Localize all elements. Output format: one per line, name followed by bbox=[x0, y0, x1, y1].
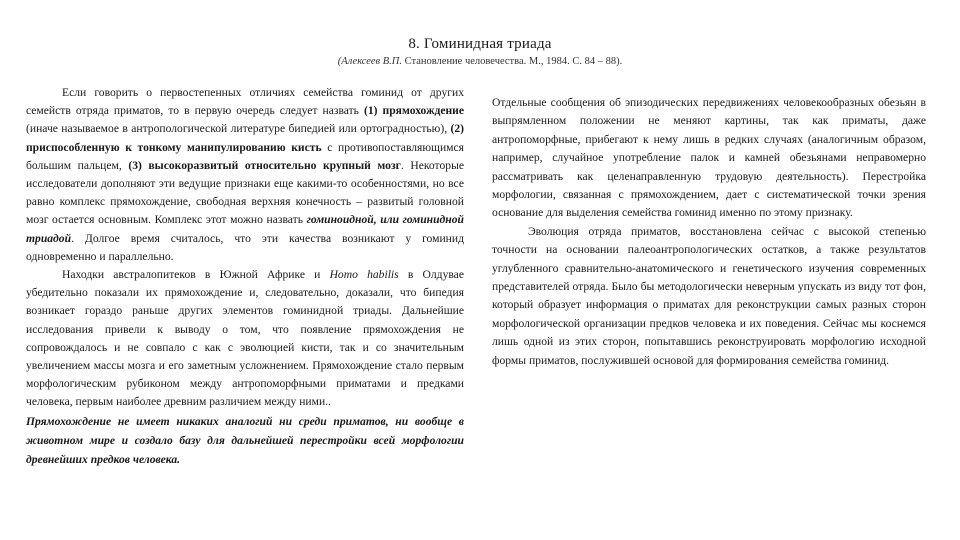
source-citation bbox=[0, 56, 960, 67]
triad-item-3: (3) высокоразвитый относительно крупный мозг bbox=[128, 158, 401, 172]
right-column bbox=[492, 94, 926, 370]
p1-seg-3: . Некоторые исследователи дополняют эти ведущие признаки еще какими-то особенностями, но все равно комплекс прямохождение, свободная верхняя конечность – развитый головной мозг остается основным. Комплекс этот можно назвать bbox=[26, 158, 465, 227]
p1-seg-2: с противопоставляющимся большим пальцем, bbox=[26, 140, 464, 172]
p2-seg-a: Находки австралопитеков в Южной Африке и bbox=[62, 268, 330, 282]
right-paragraph-1: Отдельные сообщения об эпизодических передвижениях человекообразных обезьян в выпрямленном положении не меняют картины, так как приматы, даже антропоморфные, прибегают к нему лишь в редких случаях (аналогичным образом, например, случайное употребление палок и камней обезьянами неправомерно рассматривать как целенаправленную трудовую деятельность). Перестройка морфологии, связанная с прямохождением, дает с систематической точки зрения основание для выделения семейства гоминид именно по этому признаку. bbox=[492, 96, 926, 220]
citation-authors: (Алексеев В.П. bbox=[337, 56, 402, 67]
left-paragraph-1 bbox=[26, 84, 464, 266]
triad-item-1: (1) прямохождение bbox=[364, 104, 464, 118]
page-title: 8. Гоминидная триада bbox=[408, 36, 552, 52]
p1-intro: Если говорить о первостепенных отличиях семейства гоминид от других семейств отряда приматов, то в первую очередь следует назвать bbox=[26, 86, 464, 118]
p1-seg-1: (иначе называемое в антропологической литературе бипедией или ортоградностью), bbox=[26, 122, 451, 136]
p2-seg-b: в Олдувае убедительно показали их прямохождение и, следовательно, доказали, что бипедия возникает гораздо раньше других элементов гоминидной триады. Дальнейшие исследования привели к выводу о том, что появление прямохождения не сопровождалось и не совпало с как с эволюцией кисти, так и со значительным увеличением массы мозга и его заметным усложнением. Прямохождение стало первым морфологическим рубиконом между антропоморфными приматами и предками человека, первым наиболее древним различием между ними.. bbox=[26, 268, 464, 409]
triad-term: гоминоидной, или гоминидной триадой bbox=[26, 213, 464, 245]
species-name: Homo habilis bbox=[329, 268, 399, 282]
right-paragraph-2: Эволюция отряда приматов, восстановлена сейчас с высокой степенью точности на основании палеоантропологических остатков, а также результатов углубленного сравнительно-анатомического и генетического изучения современных представителей отряда. Было бы методологически неверным упускать из виду тот фон, который образует информация о приматах для реконструкции самых разных сторон морфологической организации предков человека и их поведения. Сейчас мы коснемся лишь одной из этих сторон, попытавшись реконструировать морфологию исходной формы приматов, послужившей основой для формирования семейства гоминид. bbox=[492, 224, 926, 367]
citation-details: Становление человечества. М., 1984. С. 84 – 88). bbox=[401, 56, 623, 67]
left-paragraph-2 bbox=[26, 266, 464, 412]
triad-item-2: (2) приспособленную к тонкому манипулированию кисть bbox=[26, 122, 464, 154]
p1-seg-4: . Долгое время считалось, что эти качества возникают у гоминид одновременно и параллельно. bbox=[26, 231, 464, 263]
left-column bbox=[26, 84, 464, 469]
left-paragraph-3: Прямохождение не имеет никаких аналогий ни среди приматов, ни вообще в животном мире и создало базу для дальнейшей перестройки всей морфологии древнейших предков человека. bbox=[26, 414, 464, 466]
